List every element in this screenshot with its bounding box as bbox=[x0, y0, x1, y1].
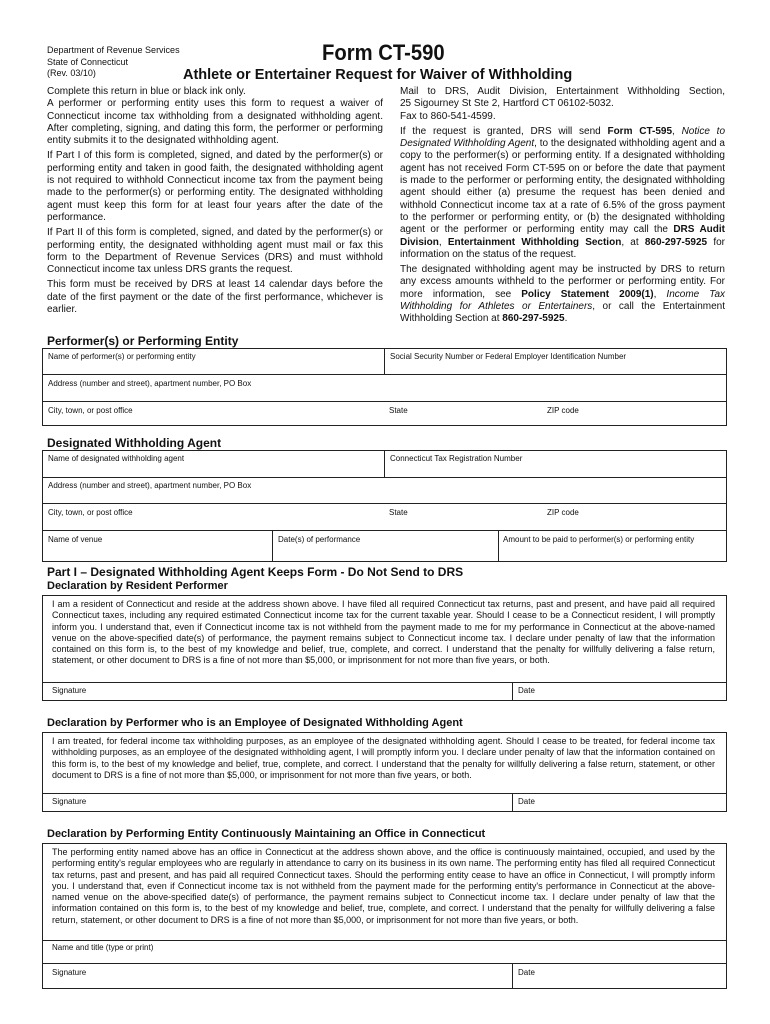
policy-title: Income Tax Withholding for Athletes or Entertainers bbox=[400, 288, 725, 313]
agent-state-field[interactable]: State bbox=[389, 508, 408, 517]
performer-ssn-field[interactable]: Social Security Number or Federal Employer Identification Number bbox=[390, 352, 627, 361]
phone-number: 860-297-5925 bbox=[644, 236, 708, 248]
agent-address-field[interactable]: Address (number and street), apartment number, PO Box bbox=[48, 481, 252, 490]
agent-name-field[interactable]: Name of designated withholding agent bbox=[48, 454, 185, 463]
resident-declaration-title: Declaration by Resident Performer bbox=[47, 580, 228, 592]
instruction-purpose: A performer or performing entity uses this form to request a waiver of Connecticut income tax withholding from a designated withholding agent. After completing, signing, and dating this form, the performer or performing entity submits it to the designated withholding agent. bbox=[47, 98, 383, 147]
entity-name-title-field[interactable]: Name and title (type or print) bbox=[52, 943, 154, 952]
instructions-left bbox=[47, 86, 383, 316]
agent-registration-field[interactable]: Connecticut Tax Registration Number bbox=[390, 454, 523, 463]
entity-date-field[interactable]: Date bbox=[518, 968, 535, 977]
employee-declaration-text: I am treated, for federal income tax withholding purposes, as an employee of the designated withholding agent. Should I cease to be treated, for federal income tax withholding purposes, as an employee of the designated withholding agent, I will promptly inform you. I declare under penalty of law that the information contained on this form is, to the best of my knowledge and belief, true, complete, and correct. I understand that the penalty for willfully delivering a false return, statement, or other document to DRS is a fine of not more than $5,000, or imprisonment for not more than five years, or both. bbox=[52, 736, 715, 780]
resident-signature-field[interactable]: Signature bbox=[52, 686, 87, 695]
instruction-part2: If Part II of this form is completed, signed, and dated by the performer(s) or performing entity, the designated withholding agent must mail or fax this form to the Department of Revenue Services (DRS) and must withhold Connecticut income tax unless DRS grants the request. bbox=[47, 227, 383, 276]
performer-state-field[interactable]: State bbox=[389, 406, 408, 415]
mail-address-line2: 25 Sigourney St Ste 2, Hartford CT 06102-5032. bbox=[400, 98, 614, 110]
entity-declaration-text: The performing entity named above has an office in Connecticut at the address shown above, and the office is continuously maintained, occupied, and used by the performing entity's regular employees who are regularly in attendance to carry on its business in its own name. The performing entity has filed all required Connecticut tax returns, past and present, and has paid all required Connecticut taxes. Should the performing entity cease to have an office in Connecticut, I will promptly inform you. I understand that, even if Connecticut income tax is not withheld from the payment made for the performing entity's performance in Connecticut at the above-named venue on the above-specified date(s) of performance, the payment remains subject to Connecticut income tax. I declare under penalty of law that the information contained on this form is, to the best of my knowledge and belief, true, complete, and correct. I understand that the penalty for willfully delivering a false return, statement, or other document to DRS is a fine of not more than $5,000, or imprisonment for not more than five years, or both. bbox=[52, 847, 715, 925]
agent-zip-field[interactable]: ZIP code bbox=[547, 508, 579, 517]
fax-number: Fax to 860-541-4599. bbox=[400, 110, 496, 122]
performance-dates-field[interactable]: Date(s) of performance bbox=[278, 535, 361, 544]
payment-amount-field[interactable]: Amount to be paid to performer(s) or performing entity bbox=[503, 535, 695, 544]
form-subtitle: Athlete or Entertainer Request for Waiver of Withholding bbox=[183, 67, 573, 83]
employee-declaration-title: Declaration by Performer who is an Employee of Designated Withholding Agent bbox=[47, 717, 463, 729]
state-name: State of Connecticut bbox=[47, 56, 129, 67]
ews-ref: Entertainment Withholding Section bbox=[447, 236, 622, 248]
resident-declaration-text: I am a resident of Connecticut and reside at the address shown above. I have filed all required Connecticut tax returns, past and present, and have paid all required Connecticut taxes, including any required estimated Connecticut income tax for the current taxable year. Should I cease to be a Connecticut resident, I will promptly inform you. I understand that, even if Connecticut income tax is not withheld from the payment made to me for my performance in Connecticut at the above-named venue on the above-specified date(s) of performance, the payment remains subject to Connecticut income tax. I declare under penalty of law that the information contained on this form is, to the best of my knowledge and belief, true, complete, and correct. I understand that the penalty for willfully delivering a false return, statement, or other document to DRS is a fine of not more than $5,000, or imprisonment for not more than five years, or both. bbox=[52, 599, 715, 666]
mail-address-line1: Mail to DRS, Audit Division, Entertainment Withholding Section, bbox=[400, 86, 725, 97]
performer-name-field[interactable]: Name of performer(s) or performing entity bbox=[48, 352, 196, 361]
performer-address-field[interactable]: Address (number and street), apartment number, PO Box bbox=[48, 379, 252, 388]
performer-section-title: Performer(s) or Performing Entity bbox=[47, 334, 239, 348]
form-ct595-ref: Form CT-595 bbox=[607, 125, 673, 137]
venue-field[interactable]: Name of venue bbox=[48, 535, 103, 544]
agent-section-title: Designated Withholding Agent bbox=[47, 436, 222, 450]
employee-date-field[interactable]: Date bbox=[518, 797, 535, 806]
ink-instruction: Complete this return in blue or black ink only. bbox=[47, 86, 246, 97]
revision-date: (Rev. 03/10) bbox=[47, 68, 96, 78]
performer-city-field[interactable]: City, town, or post office bbox=[48, 406, 133, 415]
agent-city-field[interactable]: City, town, or post office bbox=[48, 508, 133, 517]
entity-signature-field[interactable]: Signature bbox=[52, 968, 87, 977]
policy-statement-ref: Policy Statement 2009(1) bbox=[521, 288, 654, 300]
instruction-excess: The designated withholding agent may be instructed by DRS to return any excess amounts withheld to the performer or performing entity. For more information, see Policy Statement 2009(1), Income Tax Withholding for Athletes or Entertainers, or call the Entertainment Withholding Section at 860-297-5925. bbox=[400, 264, 725, 325]
notice-title: Notice to Designated Withholding Agent bbox=[400, 125, 726, 150]
part1-title: Part I – Designated Withholding Agent Keeps Form - Do Not Send to DRS bbox=[47, 565, 464, 579]
instructions-right bbox=[400, 86, 725, 326]
instruction-part1: If Part I of this form is completed, signed, and dated by the performer(s) or performing entity and taken in good faith, the designated withholding agent is not required to withhold Connecticut income tax from the payment being made to the performer(s) or performing entity. The designated withholding agent must keep this form for at least four years after the date of the performance. bbox=[47, 150, 383, 223]
instruction-deadline: This form must be received by DRS at least 14 calendar days before the date of the first payment or the date of the first performance, whichever is earlier. bbox=[47, 279, 383, 316]
performer-zip-field[interactable]: ZIP code bbox=[547, 406, 579, 415]
entity-declaration-title: Declaration by Performing Entity Continuously Maintaining an Office in Connecticut bbox=[47, 828, 486, 840]
employee-signature-field[interactable]: Signature bbox=[52, 797, 87, 806]
form-title: Form CT-590 bbox=[322, 40, 445, 65]
instruction-granted: If the request is granted, DRS will send Form CT-595, Notice to Designated Withholding Agent, to the designated withholding agent and a copy to the performer(s) or performing entity. If a designated withholding agent has not received Form CT-595 on or before the date that payment is made to the performer or performing entity, the designated withholding agent should either (a) presume the request has been denied and withhold Connecticut income tax at a rate of 6.5% of the gross payment to the performer or performing entity, or (b) the designated withholding agent or the performer or performing entity may call the DRS Audit Division, Entertainment Withholding Section, at 860-297-5925 for information on the status of the request. bbox=[400, 125, 726, 260]
phone-number-2: 860-297-5925 bbox=[502, 313, 565, 325]
audit-division-ref: DRS Audit Division bbox=[400, 224, 725, 248]
resident-date-field[interactable]: Date bbox=[518, 686, 535, 695]
agency-block bbox=[47, 45, 180, 80]
agency-name: Department of Revenue Services bbox=[47, 45, 180, 55]
